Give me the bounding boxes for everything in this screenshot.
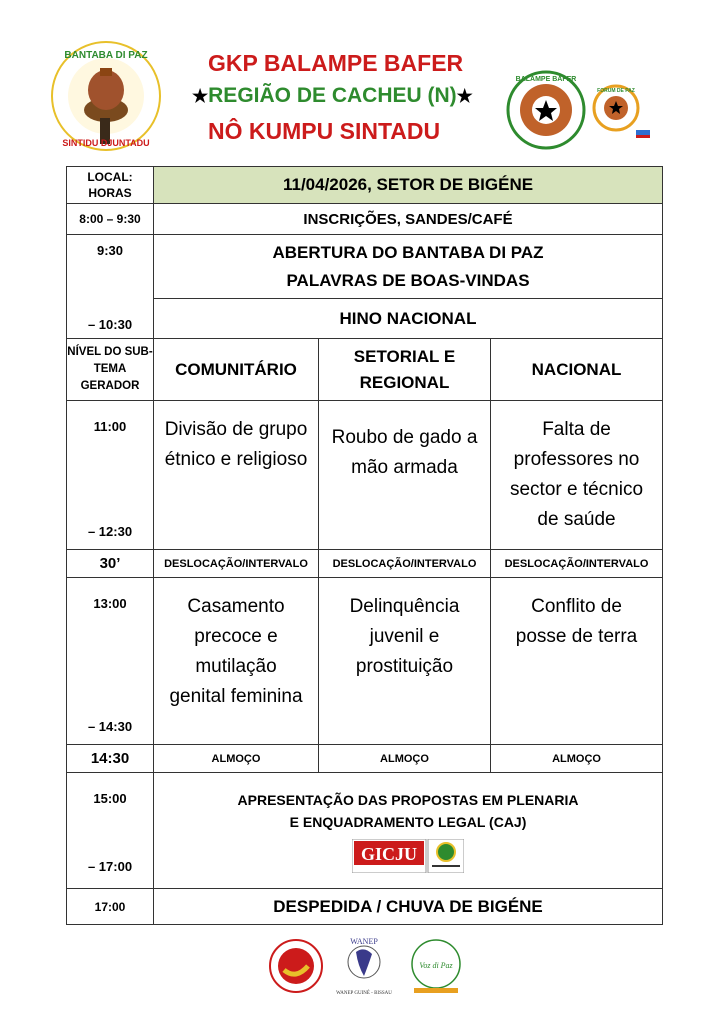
logo-r2-text: FORUM DE PAZ [597, 88, 635, 94]
lunch-cell: ALMOÇO [491, 745, 663, 773]
farewell-cell: DESPEDIDA / CHUVA DE BIGÉNE [154, 889, 663, 925]
logo-bottom-text: SINTIDU DJUNTADU [62, 138, 150, 148]
topic-cell: Roubo de gado a mão armada [319, 401, 491, 550]
topic-cell: Casamento precoce e mutilação genital feminina [154, 578, 319, 745]
topic-cell: Conflito de posse de terra [491, 578, 663, 745]
topic-cell: Falta de professores no sector e técnico de saúde [491, 401, 663, 550]
local-horas-header: LOCAL: HORAS [67, 167, 154, 204]
forum-de-paz-logo [592, 84, 640, 132]
svg-text:Voz di Paz: Voz di Paz [419, 961, 453, 970]
time-cell: 17:00 [67, 889, 154, 925]
time-cell: 13:00 – 14:30 [67, 578, 154, 745]
opening-cell: ABERTURA DO BANTABA DI PAZ PALAVRAS DE BOAS-VINDAS [154, 235, 663, 299]
date-header: 11/04/2026, SETOR DE BIGÉNE [154, 167, 663, 204]
time-cell: 30’ [67, 550, 154, 578]
topic-cell: Delinquência juvenil e prostituição [319, 578, 491, 745]
schedule-table [66, 166, 663, 925]
time-cell: 15:00 – 17:00 [67, 773, 154, 889]
wanep-logo [336, 937, 392, 996]
title-line-1: GKP BALAMPE BAFER [208, 50, 464, 76]
plenary-cell: APRESENTAÇÃO DAS PROPOSTAS EM PLENARIA E ENQUADRAMENTO LEGAL (CAJ) GICJU [154, 773, 663, 889]
star-icon: ★ [192, 86, 209, 106]
svg-text:WANEP: WANEP [350, 937, 378, 946]
lunch-cell: ALMOÇO [319, 745, 491, 773]
theatre-logo [270, 940, 322, 992]
lunch-cell: ALMOÇO [154, 745, 319, 773]
footer-logos [268, 936, 468, 998]
bantaba-di-paz-logo [50, 40, 162, 152]
level-comunitario: COMUNITÁRIO [154, 339, 319, 401]
svg-text:GICJU: GICJU [361, 844, 418, 864]
topic-cell: Divisão de grupo étnico e religioso [154, 401, 319, 550]
title-line-2-text: REGIÃO DE CACHEU (N) [208, 84, 457, 107]
flag-icon [636, 130, 650, 138]
break-cell: DESLOCAÇÃO/INTERVALO [154, 550, 319, 578]
anthem-cell: HINO NACIONAL [154, 299, 663, 339]
registration-cell: INSCRIÇÕES, SANDES/CAFÉ [154, 204, 663, 235]
level-nacional: NACIONAL [491, 339, 663, 401]
time-cell: 14:30 [67, 745, 154, 773]
break-cell: DESLOCAÇÃO/INTERVALO [491, 550, 663, 578]
star-icon: ★ [456, 86, 473, 106]
balampe-bafer-logo [506, 70, 586, 150]
logo-r1-text: BALAMPE BAFER [515, 76, 577, 83]
time-cell: 8:00 – 9:30 [67, 204, 154, 235]
time-cell: 9:30 – 10:30 [67, 235, 154, 339]
time-cell: 11:00 – 12:30 [67, 401, 154, 550]
title-line-2 [192, 84, 473, 108]
level-setorial: SETORIAL E REGIONAL [319, 339, 491, 401]
title-line-3: NÔ KUMPU SINTADU [208, 118, 441, 144]
gicju-logo [352, 839, 464, 878]
logo-top-text: BANTABA DI PAZ [64, 50, 148, 61]
level-label-cell: NÍVEL DO SUB-TEMA GERADOR [67, 339, 154, 401]
voz-di-paz-logo [412, 940, 460, 993]
svg-text:WANEP GUINÉ - BISSAU: WANEP GUINÉ - BISSAU [336, 991, 392, 996]
break-cell: DESLOCAÇÃO/INTERVALO [319, 550, 491, 578]
